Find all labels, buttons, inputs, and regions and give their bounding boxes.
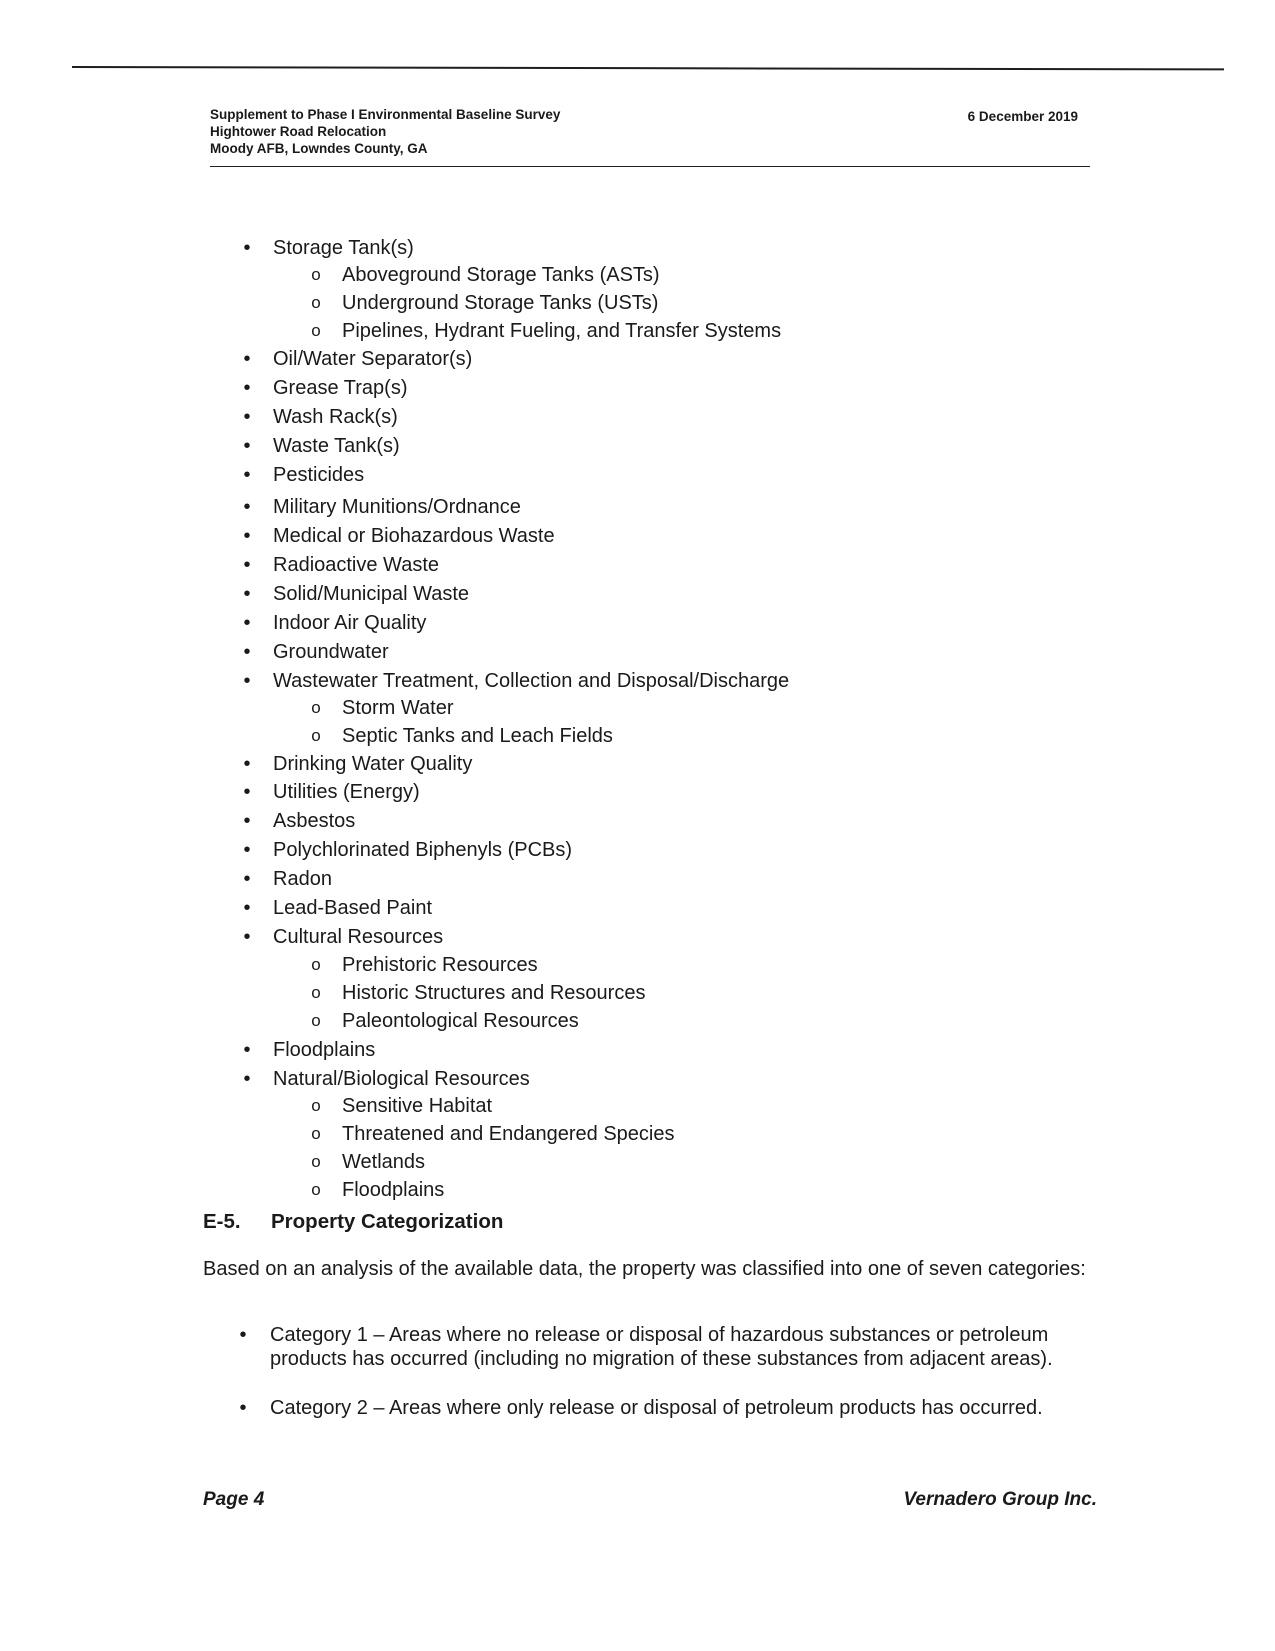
project-name: Hightower Road Relocation <box>210 124 387 139</box>
circle-bullet-icon: o <box>311 1152 321 1171</box>
bullet-icon: • <box>243 670 251 692</box>
circle-bullet-icon: o <box>311 726 321 745</box>
bullet-icon: • <box>243 753 251 775</box>
page-number: Page 4 <box>203 1489 265 1510</box>
bullet-icon: • <box>243 496 251 518</box>
circle-bullet-icon: o <box>311 1011 321 1030</box>
circle-bullet-icon: o <box>311 265 321 284</box>
bullet-icon: • <box>243 781 251 803</box>
section-number: E-5. <box>203 1210 241 1233</box>
section-paragraph: Based on an analysis of the available data, the property was classified into one of seven categories: <box>203 1258 1086 1280</box>
category-item <box>236 1323 1086 1371</box>
circle-bullet-icon: o <box>311 293 321 312</box>
bullet-icon: • <box>243 348 251 370</box>
bullet-icon: • <box>243 406 251 428</box>
bullet-icon: • <box>243 839 251 861</box>
page-header <box>210 106 1090 157</box>
bullet-icon: • <box>243 464 251 486</box>
category-text: Category 1 – Areas where no release or disposal of hazardous substances or petroleum products has occurred (including no migration of these substances from adjacent areas). <box>270 1324 1053 1370</box>
bullet-icon: • <box>243 377 251 399</box>
header-divider <box>210 166 1090 167</box>
circle-bullet-icon: o <box>311 1096 321 1115</box>
bullet-icon: • <box>243 926 251 948</box>
bullet-icon: • <box>243 641 251 663</box>
bullet-icon: • <box>239 1397 247 1419</box>
category-text: Category 2 – Areas where only release or disposal of petroleum products has occurred. <box>270 1397 1043 1419</box>
document-title: Supplement to Phase I Environmental Baseline Survey <box>210 107 561 122</box>
circle-bullet-icon: o <box>311 955 321 974</box>
bullet-icon: • <box>243 554 251 576</box>
category-item <box>236 1396 1086 1420</box>
circle-bullet-icon: o <box>311 983 321 1002</box>
circle-bullet-icon: o <box>311 1180 321 1199</box>
bullet-icon: • <box>243 868 251 890</box>
document-title-block <box>210 106 1090 157</box>
bullet-icon: • <box>243 583 251 605</box>
bullet-icon: • <box>243 612 251 634</box>
bullet-icon: • <box>243 237 251 259</box>
top-rule <box>72 66 1224 70</box>
bullet-icon: • <box>243 1039 251 1061</box>
company-name: Vernadero Group Inc. <box>903 1489 1097 1510</box>
bullet-icon: • <box>243 435 251 457</box>
circle-bullet-icon: o <box>311 321 321 340</box>
bullet-icon: • <box>243 810 251 832</box>
document-date: 6 December 2019 <box>967 109 1078 124</box>
bullet-icon: • <box>243 525 251 547</box>
project-location: Moody AFB, Lowndes County, GA <box>210 141 428 156</box>
bullet-icon: • <box>243 1068 251 1090</box>
section-heading <box>203 1210 503 1234</box>
circle-bullet-icon: o <box>311 698 321 717</box>
section-title: Property Categorization <box>271 1210 504 1233</box>
circle-bullet-icon: o <box>311 1124 321 1143</box>
bullet-icon: • <box>239 1324 247 1346</box>
bullet-icon: • <box>243 897 251 919</box>
